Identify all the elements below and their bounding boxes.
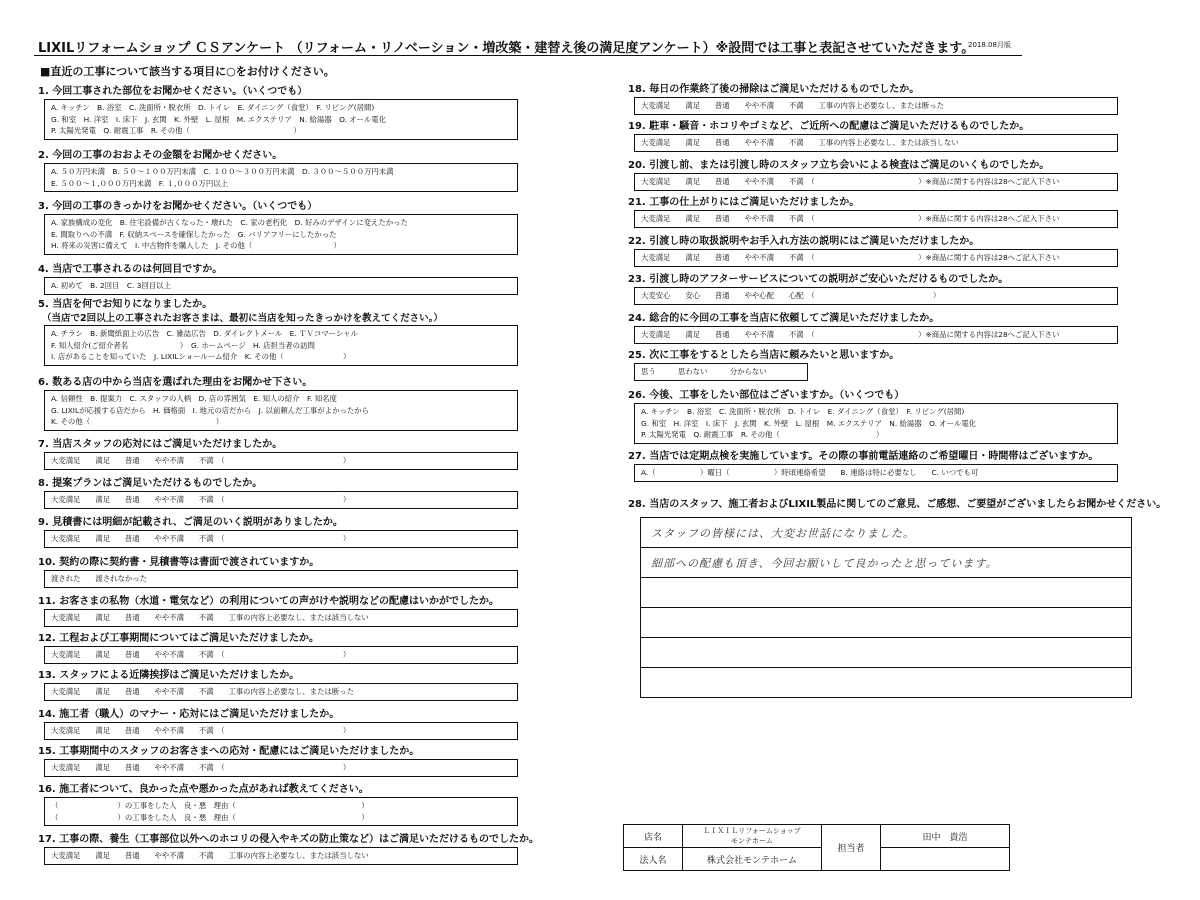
answer-box[interactable] bbox=[44, 390, 518, 431]
corp-name: 株式会社モンテホーム bbox=[683, 848, 822, 871]
question-title: 17. 工事の際、養生（工事部位以外へのホコリの侵入やキズの防止策など）はご満足いただけるものでしたか。 bbox=[38, 834, 539, 845]
question-title: 23. 引渡し時のアフターサービスについての説明がご安心いただけるものでしたか。 bbox=[628, 274, 1009, 285]
question-27 bbox=[628, 449, 1118, 482]
question-title: 1. 今回工事された部位をお聞かせください。（いくつでも） bbox=[38, 86, 308, 97]
option-line: I. 店があることを知っていた J. LIXILショールーム紹介 K. その他（ ） bbox=[51, 352, 351, 361]
answer-box[interactable] bbox=[634, 403, 1118, 444]
question-title: 18. 毎日の作業終了後の掃除はご満足いただけるものでしたか。 bbox=[628, 84, 920, 95]
option-line: （ ）の工事をした人 良・悪 理由（ ） bbox=[51, 801, 369, 810]
question-15 bbox=[38, 744, 518, 777]
option-line: 大変満足 満足 普通 やや不満 不満 （ ） bbox=[51, 456, 351, 465]
option-line: 大変満足 満足 普通 やや不満 不満 （ ）※商品に関する内容は28へご記入下さい bbox=[641, 330, 1060, 339]
question-title: 19. 駐車・騒音・ホコリやゴミなど、ご近所への配慮はご満足いただけるものでしたか。 bbox=[628, 121, 1030, 132]
answer-box[interactable] bbox=[44, 759, 518, 777]
store-name bbox=[683, 825, 822, 848]
section-heading: ■直近の工事について該当する項目に○をお付けください。 bbox=[40, 65, 335, 78]
shop-info-table bbox=[623, 824, 1010, 871]
option-line: A. 家族構成の変化 B. 住宅設備が古くなった・壊れた C. 家の老朽化 D. 好みのデザインに変えたかった bbox=[51, 218, 408, 227]
question-subtitle: （当店で2回以上の工事されたお客さまは、最初に当店を知ったきっかけを教えてください。） bbox=[42, 313, 443, 324]
question-10 bbox=[38, 555, 518, 588]
question-18 bbox=[628, 82, 1118, 115]
answer-box[interactable] bbox=[44, 99, 518, 140]
option-line: F. 知人紹介(ご紹介者名 ） G. ホームページ H. 店担当者の訪問 bbox=[51, 340, 315, 350]
question-title: 3. 今回の工事のきっかけをお聞かせください。（いくつでも） bbox=[38, 201, 318, 212]
answer-box[interactable] bbox=[44, 163, 518, 192]
question-title: 27. 当店では定期点検を実施しています。その際の事前電話連絡のご希望曜日・時間帯はございますか。 bbox=[628, 451, 1099, 462]
person-empty-cell bbox=[881, 848, 1010, 871]
question-12 bbox=[38, 631, 518, 664]
handwritten-comment: スタッフの皆様には、大変お世話になりました。 bbox=[651, 527, 915, 540]
question-title: 12. 工程および工事期間についてはご満足いただけましたか。 bbox=[38, 633, 319, 644]
option-line: E. 間取りへの不満 F. 収納スペースを確保したかった G. バリアフリーにしたかった bbox=[51, 229, 337, 239]
comment-line bbox=[641, 608, 1131, 638]
question-22 bbox=[628, 234, 1118, 267]
option-line: H. 将来の災害に備えて I. 中古物件を購入した J. その他（ ） bbox=[51, 241, 341, 250]
question-5 bbox=[38, 297, 518, 366]
option-line: A. 初めて B. 2回目 C. 3回目以上 bbox=[51, 281, 171, 290]
option-line: A. チラシ B. 新聞紙面上の広告 C. 雑誌広告 D. ダイレクトメール E. ＴＶコマーシャル bbox=[51, 329, 358, 338]
comment-box[interactable] bbox=[640, 517, 1132, 698]
question-16 bbox=[38, 782, 518, 826]
comment-line bbox=[641, 548, 1131, 578]
answer-box[interactable] bbox=[44, 646, 518, 664]
person-label: 担当者 bbox=[822, 825, 881, 871]
option-line: 大変満足 満足 普通 やや不満 不満 （ ）※商品に関する内容は28へご記入下さい bbox=[641, 214, 1060, 223]
answer-box[interactable] bbox=[44, 609, 518, 627]
option-line: A. ５０万円未満 B. ５０～１００万円未満 C. １００～３００万円未満 D. ３００～５００万円未満 bbox=[51, 167, 394, 176]
question-title: 21. 工事の仕上がりにはご満足いただけましたか。 bbox=[628, 197, 860, 208]
question-19 bbox=[628, 119, 1118, 152]
question-6 bbox=[38, 375, 518, 431]
comment-line bbox=[641, 518, 1131, 548]
store-label: 店名 bbox=[624, 825, 683, 848]
answer-box[interactable] bbox=[634, 287, 1118, 305]
option-line: 大変満足 満足 普通 やや不満 不満 （ ）※商品に関する内容は28へご記入下さい bbox=[641, 253, 1060, 262]
corp-label: 法人名 bbox=[624, 848, 683, 871]
question-7 bbox=[38, 437, 518, 470]
question-20 bbox=[628, 158, 1118, 191]
question-2 bbox=[38, 148, 518, 192]
option-line: G. 和室 H. 洋室 I. 床下 J. 玄関 K. 外壁 L. 屋根 M. エクステリア N. 給湯器 O. オール電化 bbox=[51, 114, 387, 124]
question-title: 6. 数ある店の中から当店を選ばれた理由をお聞かせ下さい。 bbox=[38, 377, 313, 388]
question-21 bbox=[628, 195, 1118, 228]
question-title: 26. 今後、工事をしたい部位はございますか。（いくつでも） bbox=[628, 390, 905, 401]
option-line: 大変満足 満足 普通 やや不満 不満 （ ） bbox=[51, 726, 351, 735]
option-line: （ ）の工事をした人 良・悪 理由（ ） bbox=[51, 812, 369, 822]
option-line: A. キッチン B. 浴室 C. 洗面所・脱衣所 D. トイレ E. ダイニング（食堂） F. リビング(居間) bbox=[51, 103, 375, 112]
edition-label: 2018.08月版 bbox=[968, 41, 1011, 49]
question-title: 10. 契約の際に契約書・見積書等は書面で渡されていますか。 bbox=[38, 557, 320, 568]
answer-box[interactable] bbox=[634, 210, 1118, 228]
answer-box[interactable] bbox=[44, 491, 518, 509]
answer-box[interactable] bbox=[44, 683, 518, 701]
question-1 bbox=[38, 84, 518, 140]
question-11 bbox=[38, 594, 518, 627]
answer-box[interactable] bbox=[44, 847, 518, 865]
question-26 bbox=[628, 388, 1118, 444]
option-line: A.（ ）曜日（ ）時頃連絡希望 B. 連絡は特に必要なし C. いつでも可 bbox=[641, 468, 979, 477]
question-24 bbox=[628, 311, 1118, 344]
answer-box[interactable] bbox=[44, 530, 518, 548]
answer-box[interactable] bbox=[44, 452, 518, 470]
question-title: 5. 当店を何でお知りになりましたか。 bbox=[38, 299, 213, 310]
question-4 bbox=[38, 262, 518, 295]
answer-box[interactable] bbox=[44, 570, 518, 588]
store-name-line2: モンテホーム bbox=[731, 837, 773, 845]
option-line: K. その他（ ） bbox=[51, 417, 224, 426]
question-23 bbox=[628, 272, 1118, 305]
answer-box[interactable] bbox=[44, 797, 518, 826]
question-3 bbox=[38, 199, 518, 255]
question-title: 14. 施工者（職人）のマナー・応対にはご満足いただけましたか。 bbox=[38, 709, 340, 720]
question-9 bbox=[38, 515, 518, 548]
answer-box[interactable] bbox=[634, 326, 1118, 344]
option-line: P. 太陽光発電 Q. 耐震工事 R. その他（ ） bbox=[641, 430, 884, 439]
option-line: A. 信頼性 B. 提案力 C. スタッフの人柄 D. 店の雰囲気 E. 知人の紹介 F. 知名度 bbox=[51, 394, 337, 403]
answer-box[interactable] bbox=[634, 173, 1118, 191]
question-title: 20. 引渡し前、または引渡し時のスタッフ立ち会いによる検査はご満足のいくものでしたか。 bbox=[628, 160, 1050, 171]
question-title: 4. 当店で工事されるのは何回目ですか。 bbox=[38, 264, 223, 275]
answer-box[interactable] bbox=[634, 134, 1118, 152]
option-line: E. ５００～１,０００万円未満 F. １,０００万円以上 bbox=[51, 178, 229, 188]
answer-box[interactable] bbox=[634, 464, 1118, 482]
comment-line bbox=[641, 638, 1131, 668]
question-title: 8. 提案プランはご満足いただけるものでしたか。 bbox=[38, 478, 263, 489]
question-title: 13. スタッフによる近隣挨拶はご満足いただけましたか。 bbox=[38, 670, 300, 681]
question-14 bbox=[38, 707, 518, 740]
answer-box[interactable] bbox=[44, 722, 518, 740]
question-title: 22. 引渡し時の取扱説明やお手入れ方法の説明にはご満足いただけましたか。 bbox=[628, 236, 980, 247]
question-13 bbox=[38, 668, 518, 701]
answer-box[interactable] bbox=[634, 363, 808, 381]
question-title: 2. 今回の工事のおおよその金額をお聞かせください。 bbox=[38, 150, 283, 161]
question-title: 15. 工事期間中のスタッフのお客さまへの応対・配慮にはご満足いただけましたか。 bbox=[38, 746, 420, 757]
answer-box[interactable] bbox=[44, 214, 518, 255]
question-title: 16. 施工者について、良かった点や悪かった点があれば教えてください。 bbox=[38, 784, 369, 795]
survey-title: LIXILリフォームショップ ＣＳアンケート （リフォーム・リノベーション・増改築・建替え後の満足度アンケート）※設問では工事と表記させていただきます。 bbox=[38, 41, 975, 56]
option-line: 大変満足 満足 普通 やや不満 不満 （ ）※商品に関する内容は28へご記入下さい bbox=[641, 177, 1060, 186]
answer-box[interactable] bbox=[634, 97, 1118, 115]
option-line: 大変満足 満足 普通 やや不満 不満 工事の内容上必要なし、または該当しない bbox=[51, 851, 369, 860]
option-line: 大変満足 満足 普通 やや不満 不満 （ ） bbox=[51, 495, 351, 504]
option-line: 大変安心 安心 普通 やや心配 心配 （ ） bbox=[641, 291, 941, 300]
question-title: 24. 総合的に今回の工事を当店に依頼してご満足いただけましたか。 bbox=[628, 313, 940, 324]
store-name-line1: ＬＩＸＩＬリフォームショップ bbox=[703, 827, 801, 835]
option-line: 大変満足 満足 普通 やや不満 不満 工事の内容上必要なし、または該当しない bbox=[641, 138, 959, 147]
option-line: G. LIXILが応援する店だから H. 価格面 I. 地元の店だから J. 以前頼んだ工事がよかったから bbox=[51, 405, 370, 415]
question-title: 11. お客さまの私物（水道・電気など）の利用についての声がけや説明などの配慮はいかがでしたか。 bbox=[38, 596, 499, 607]
answer-box[interactable] bbox=[44, 277, 518, 295]
comment-line bbox=[641, 668, 1131, 697]
option-line: 大変満足 満足 普通 やや不満 不満 工事の内容上必要なし、または断った bbox=[51, 687, 355, 696]
option-line: 大変満足 満足 普通 やや不満 不満 工事の内容上必要なし、または断った bbox=[641, 101, 945, 110]
question-title: 25. 次に工事をするとしたら当店に頼みたいと思いますか。 bbox=[628, 350, 900, 361]
option-line: 大変満足 満足 普通 やや不満 不満 （ ） bbox=[51, 650, 351, 659]
option-line: 思う 思わない 分からない bbox=[641, 367, 767, 376]
person-name: 田中 貴浩 bbox=[881, 825, 1010, 848]
comment-line bbox=[641, 578, 1131, 608]
handwritten-comment: 細部への配慮も頂き、今回お願いして良かったと思っています。 bbox=[651, 557, 998, 570]
option-line: 大変満足 満足 普通 やや不満 不満 （ ） bbox=[51, 534, 351, 543]
option-line: A. キッチン B. 浴室 C. 洗面所・脱衣所 D. トイレ E. ダイニング（食堂） F. リビング(居間) bbox=[641, 407, 965, 416]
title-divider bbox=[34, 55, 1022, 56]
option-line: 渡された 渡されなかった bbox=[51, 574, 148, 583]
question-25 bbox=[628, 348, 1118, 381]
question-title: 7. 当店スタッフの応対にはご満足いただけましたか。 bbox=[38, 439, 283, 450]
question-8 bbox=[38, 476, 518, 509]
question-17 bbox=[38, 832, 539, 865]
answer-box[interactable] bbox=[634, 249, 1118, 267]
question-title: 9. 見積書には明細が記載され、ご満足のいく説明がありましたか。 bbox=[38, 517, 343, 528]
option-line: 大変満足 満足 普通 やや不満 不満 （ ） bbox=[51, 763, 351, 772]
question-28-title: 28. 当店のスタッフ、施工者およびLIXIL製品に関してのご意見、ご感想、ご要望がございましたらお聞かせください。 bbox=[628, 499, 1167, 510]
option-line: G. 和室 H. 洋室 I. 床下 J. 玄関 K. 外壁 L. 屋根 M. エクステリア N. 給湯器 O. オール電化 bbox=[641, 418, 977, 428]
answer-box[interactable] bbox=[44, 325, 518, 366]
option-line: 大変満足 満足 普通 やや不満 不満 工事の内容上必要なし、または該当しない bbox=[51, 613, 369, 622]
option-line: P. 太陽光発電 Q. 耐震工事 R. その他（ ） bbox=[51, 126, 301, 135]
